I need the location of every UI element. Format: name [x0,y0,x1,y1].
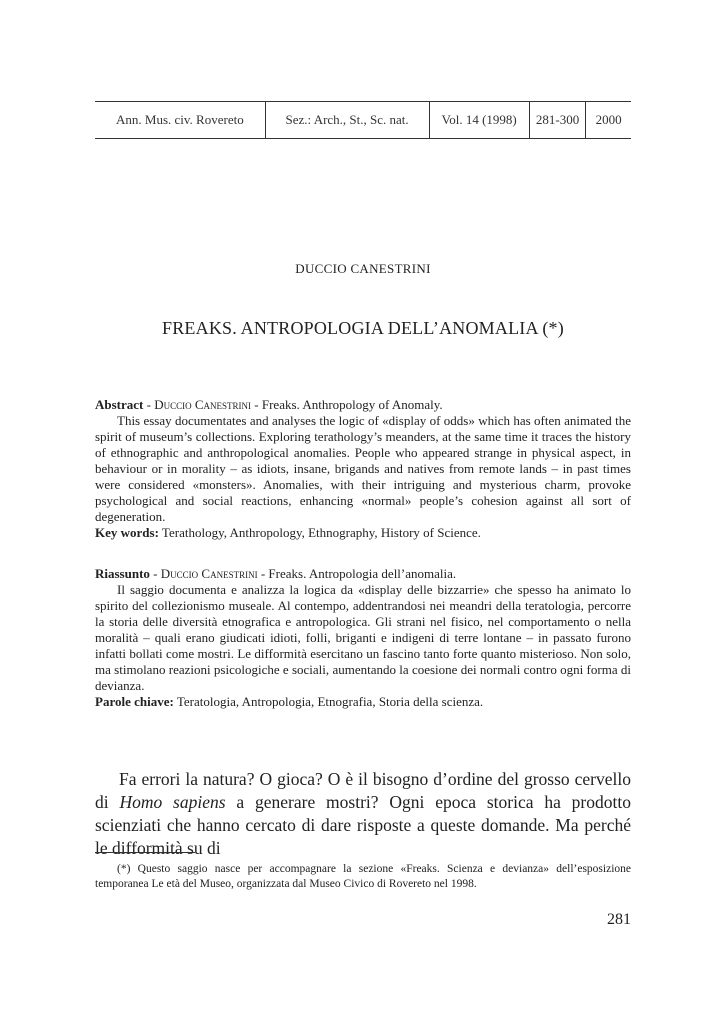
article-title: FREAKS. ANTROPOLOGIA DELL’ANOMALIA (*) [162,318,564,338]
keywords-text: Terathology, Anthropology, Ethnography, History of Science. [158,525,481,540]
abstract-keywords [95,525,631,541]
header-section: Sez.: Arch., St., Sc. nat. [265,102,429,138]
riassunto-sep: - [149,566,161,581]
riassunto-author: Duccio Canestrini [160,566,258,581]
riassunto-section [95,566,631,710]
parole-chiave-text: Teratologia, Antropologia, Etnografia, Storia della scienza. [173,694,484,709]
abstract-label: Abstract [95,397,144,412]
body-text-part2: a generare mostri? Ogni epoca storica ha prodotto scienziati che hanno cercato di dare risposte a queste domande. Ma perché le difformità su di [95,792,631,858]
riassunto-text: Il saggio documenta e analizza la logica da «display delle bizzarrie» che spesso ha animato lo spirito del collezionismo museale. Al contempo, addentrandosi nei meandri della teratologia, percorre la storia delle diversità etnografica e antropologica. Gli strani nel fisico, nel comportamento o nella moralità – quali erano giudicati idioti, folli, briganti e indigeni di terre lontane – in passato furono infatti bollati come mostri. Le difformità esercitano un fascino tanto forte quanto misterioso. Non solo, ma stimolano reazioni psicologiche e sociali, aumentando la coesione dei normali contro ogni forma di devianza. [95,582,631,693]
body-text-part1: Fa errori la natura? O gioca? O è il bisogno d’ordine del grosso cervello di [95,769,631,812]
body-text-italic: Homo sapiens [119,792,226,812]
abstract-sep: - [143,397,155,412]
riassunto-heading [95,566,631,582]
footnote [95,862,631,892]
keywords-label: Key words: [95,525,159,540]
header-journal: Ann. Mus. civ. Rovereto [116,112,244,127]
abstract-heading [95,397,631,413]
riassunto-keywords [95,694,631,710]
page-number: 281 [607,911,631,928]
header-volume: Vol. 14 (1998) [429,102,529,138]
abstract-heading-rest: - Freaks. Anthropology of Anomaly. [251,397,443,412]
abstract-text: This essay documentates and analyses the logic of «display of odds» which has often animated the spirit of museum’s collections. Exploring terathology’s meanders, at the same time it traces the history of ethnographic and anthropological anomalies. People who appeared strange in physical aspect, in behaviour or in morality – as idiots, insane, brigands and natives from remote lands – in past times were considered «monsters». Anomalies, with their intriguing and mysterious charm, provoke psychological and social reactions, enhancing «normal» people’s cohesion against all sort of degeneration. [95,413,631,524]
header-year: 2000 [585,102,631,138]
footnote-divider [95,852,195,853]
riassunto-label: Riassunto [95,566,150,581]
body-paragraph [95,768,631,860]
header-pages: 281-300 [529,102,586,138]
abstract-author: Duccio Canestrini [154,397,252,412]
riassunto-heading-rest: - Freaks. Antropologia dell’anomalia. [257,566,457,581]
article-author: DUCCIO CANESTRINI [295,261,431,276]
journal-header [95,101,631,139]
parole-chiave-label: Parole chiave: [95,694,174,709]
abstract-section [95,397,631,541]
footnote-text: (*) Questo saggio nasce per accompagnare la sezione «Freaks. Scienza e devianza» dell’esposizione temporanea Le età del Museo, organizzata dal Museo Civico di Rovereto nel 1998. [95,863,631,890]
